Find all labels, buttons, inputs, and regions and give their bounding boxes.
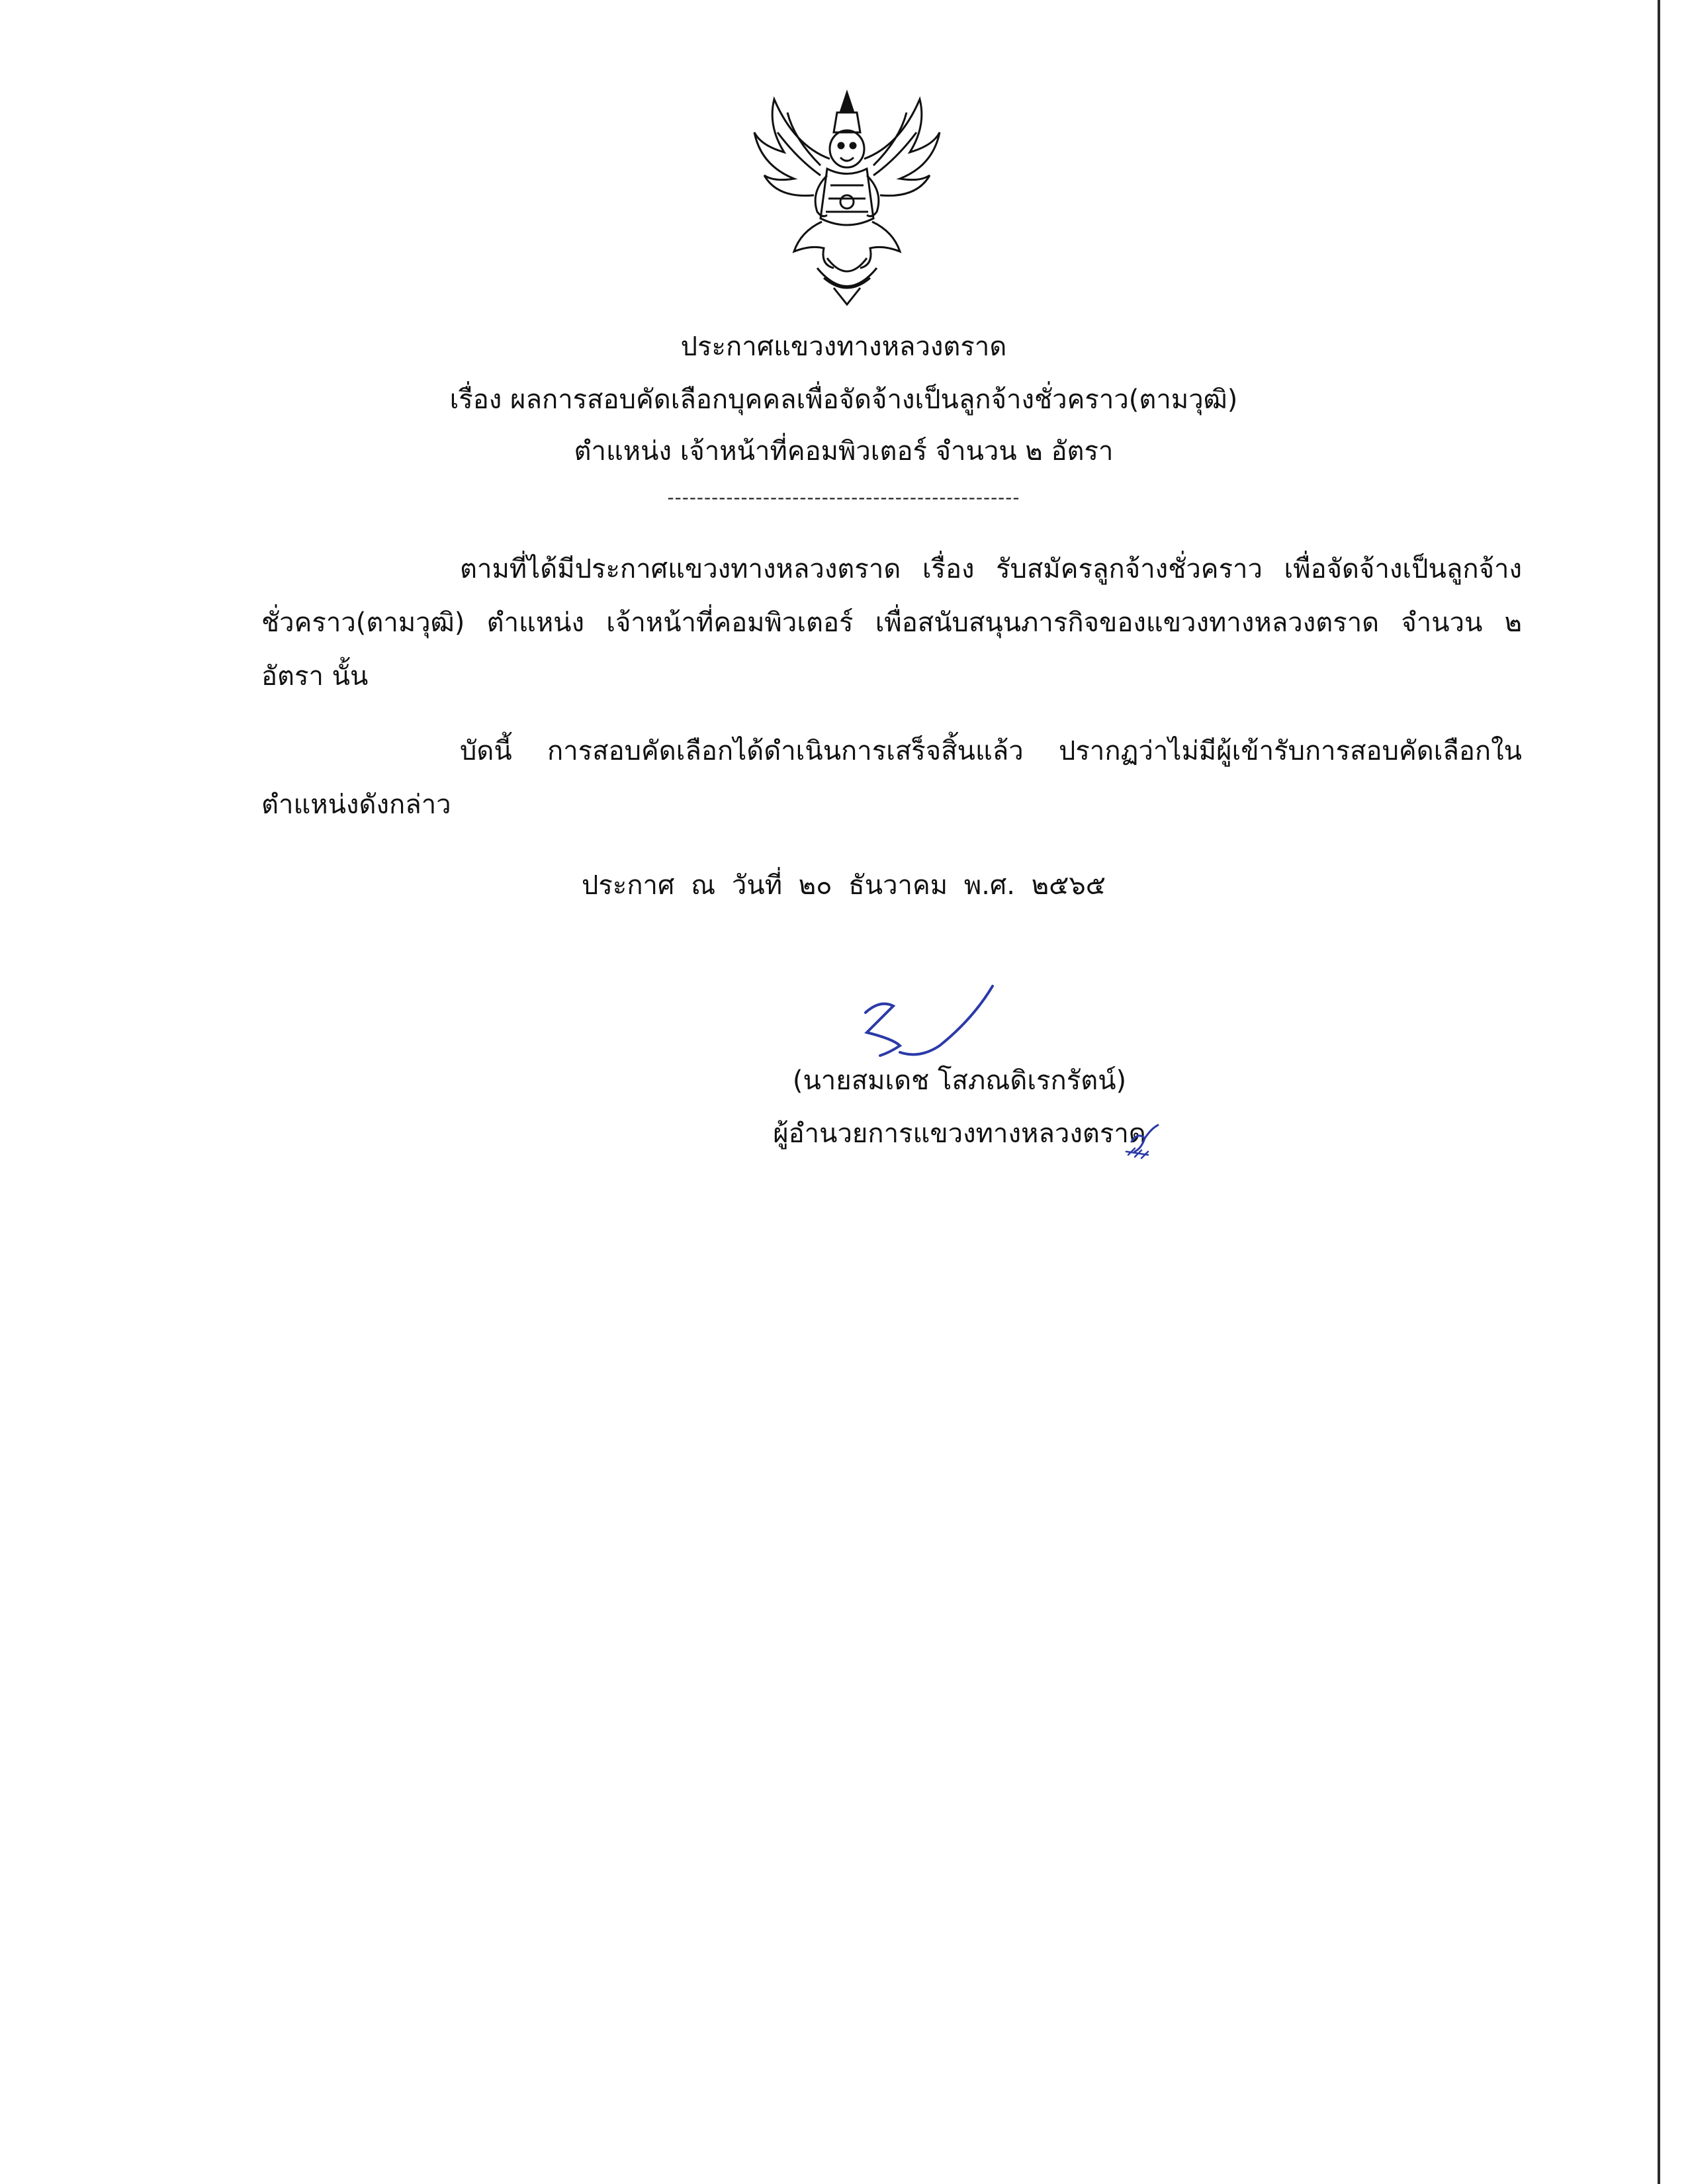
initials-mark xyxy=(1118,1118,1165,1165)
announcement-date: ประกาศ ณ วันที่ ๒๐ ธันวาคม พ.ศ. ๒๕๖๕ xyxy=(581,870,1106,901)
body-paragraph-1: ตามที่ได้มีประกาศแขวงทางหลวงตราด เรื่อง รับสมัครลูกจ้างชั่วคราว เพื่อจัดจ้างเป็นลูกจ้างชั่วคราว(ตามวุฒิ) ตำแหน่ง เจ้าหน้าที่คอมพิวเตอร์ เพื่อสนับสนุนภารกิจของแขวงทางหลวงตราด จำนวน ๒ อัตรา นั้น xyxy=(261,554,1522,692)
garuda-emblem xyxy=(748,86,946,311)
signer-position: ผู้อำนวยการแขวงทางหลวงตราด xyxy=(773,1118,1146,1149)
document-title: ประกาศแขวงทางหลวงตราด xyxy=(680,332,1007,362)
document-subject: เรื่อง ผลการสอบคัดเลือกบุคคลเพื่อจัดจ้างเป็นลูกจ้างชั่วคราว(ตามวุฒิ) xyxy=(449,385,1238,415)
title-separator: ------------------------------------------------ xyxy=(667,486,1020,508)
page-edge-line xyxy=(1658,0,1660,2184)
document-position-line: ตำแหน่ง เจ้าหน้าที่คอมพิวเตอร์ จำนวน ๒ อัตรา xyxy=(574,436,1114,467)
body-paragraph-2: บัดนี้ การสอบคัดเลือกได้ดำเนินการเสร็จสิ้นแล้ว ปรากฏว่าไม่มีผู้เข้ารับการสอบคัดเลือกในตำแหน่งดังกล่าว xyxy=(261,736,1522,820)
signer-name: (นายสมเดช โสภณดิเรกรัตน์) xyxy=(792,1066,1127,1096)
